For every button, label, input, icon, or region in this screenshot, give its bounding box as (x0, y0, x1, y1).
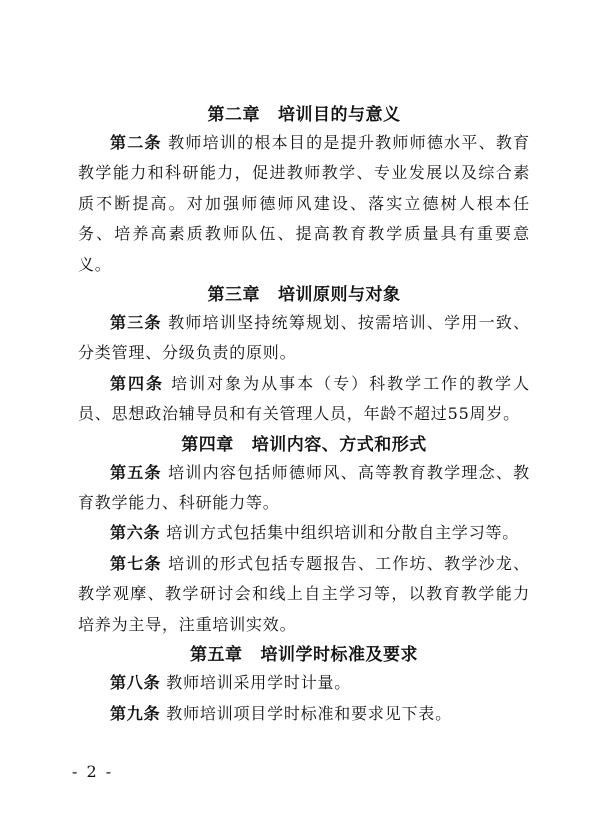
chapter-title: 培训学时标准及要求 (260, 645, 418, 666)
article-number: 第九条 (110, 703, 161, 723)
article-text: 培训方式包括集中组织培训和分散自主学习等。 (166, 523, 520, 543)
article-text: 教师培训坚持统筹规划、按需培训、学用一致、分类管理、分级负责的原则。 (78, 313, 530, 363)
article-paragraph (78, 549, 530, 640)
article-paragraph (78, 458, 530, 519)
article-text: 教师培训采用学时计量。 (166, 673, 352, 693)
chapter-heading (78, 430, 530, 458)
article-text: 教师培训项目学时标准和要求见下表。 (166, 703, 452, 723)
chapter-number: 第五章 (190, 645, 243, 666)
article-paragraph (78, 308, 530, 369)
chapter-number: 第四章 (181, 434, 234, 455)
chapter-title: 培训内容、方式和形式 (251, 434, 427, 455)
chapter-title: 培训原则与对象 (278, 285, 401, 306)
article-number: 第四条 (110, 373, 165, 393)
chapter-heading (78, 280, 530, 308)
article-number: 第六条 (110, 523, 161, 543)
article-paragraph (78, 128, 530, 280)
article-text: 培训对象为从事本（专）科教学工作的教学人员、思想政治辅导员和有关管理人员，年龄不超过55周岁。 (78, 373, 530, 424)
document-body (78, 100, 530, 729)
page-number: - 2 - (72, 762, 114, 781)
article-text: 教师培训的根本目的是提升教师师德水平、教育教学能力和科研能力，促进教师教学、专业发展以及综合素质不断提高。对加强师德师风建设、落实立德树人根本任务、培养高素质教师队伍、提高教育教学质量具有重要意义。 (78, 133, 530, 274)
chapter-number: 第三章 (207, 285, 260, 306)
article-number: 第二条 (110, 133, 162, 152)
article-paragraph (78, 699, 530, 729)
chapter-heading (78, 100, 530, 128)
article-text: 培训内容包括师德师风、高等教育教学理念、教育教学能力、科研能力等。 (78, 462, 530, 513)
article-number: 第三条 (110, 313, 162, 333)
article-paragraph (78, 369, 530, 430)
article-text: 培训的形式包括专题报告、工作坊、教学沙龙、教学观摩、教学研讨会和线上自主学习等，以教育教学能力培养为主导，注重培训实效。 (78, 553, 530, 634)
article-number: 第五条 (110, 462, 162, 482)
article-paragraph (78, 518, 530, 548)
chapter-number: 第二章 (207, 105, 260, 125)
chapter-heading (78, 640, 530, 668)
chapter-title: 培训目的与意义 (278, 105, 401, 125)
article-number: 第七条 (110, 553, 162, 573)
article-paragraph (78, 668, 530, 698)
article-number: 第八条 (110, 673, 161, 693)
